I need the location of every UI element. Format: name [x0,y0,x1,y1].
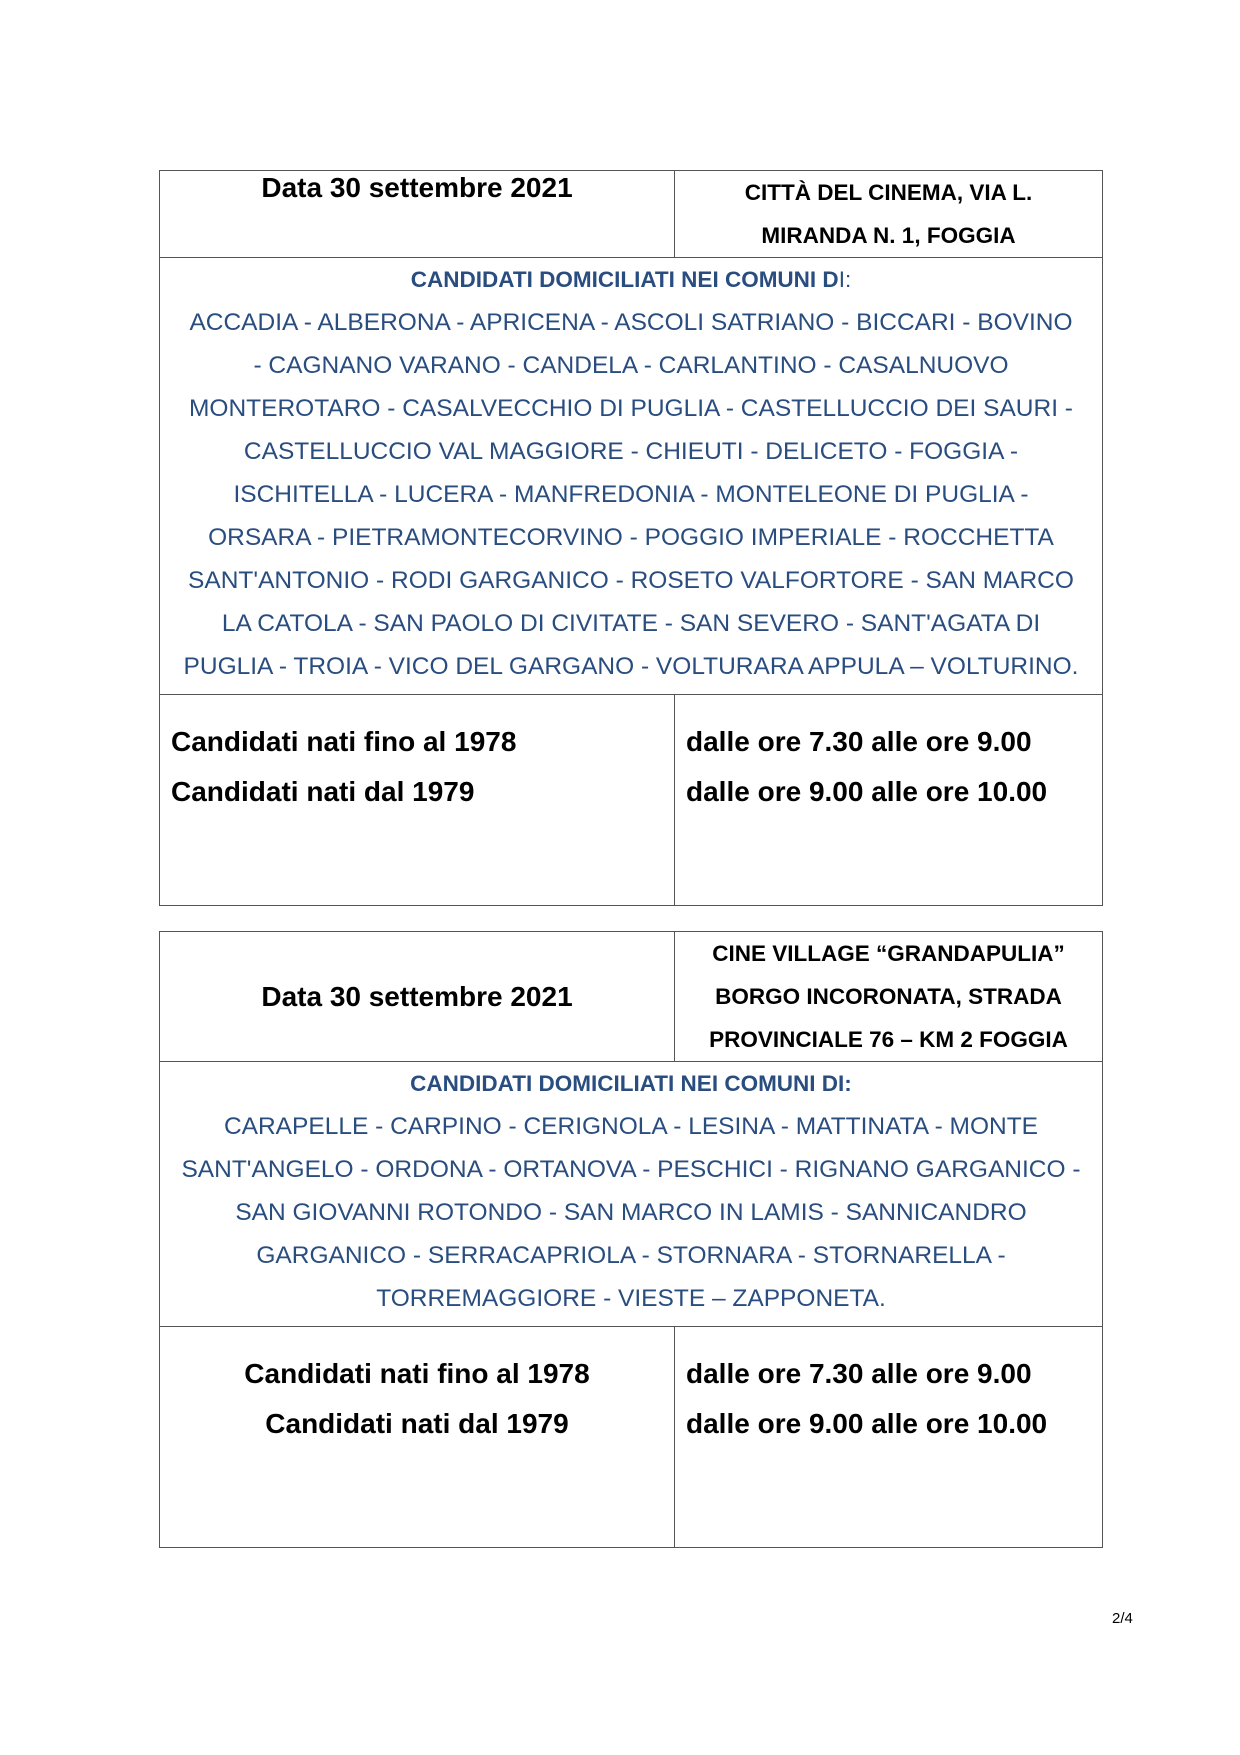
comuni-line: PUGLIA - TROIA - VICO DEL GARGANO - VOLTURARA APPULA – VOLTURINO. [183,653,1079,680]
venue-cell [675,932,1103,1062]
comuni-cell [160,1062,1103,1327]
comuni-line: - CAGNANO VARANO - CANDELA - CARLANTINO - CASALNUOVO [253,352,1009,379]
times-row [160,1327,1103,1548]
venue-line: CITTÀ DEL CINEMA, VIA L. [744,180,1033,205]
comuni-line: ORSARA - PIETRAMONTECORVINO - POGGIO IMPERIALE - ROCCHETTA [208,524,1054,551]
header-row [160,932,1103,1062]
candidate-group: Candidati nati dal 1979 [171,776,475,807]
schedule-table-2 [159,931,1103,1548]
comuni-line: LA CATOLA - SAN PAOLO DI CIVITATE - SAN SEVERO - SANT'AGATA DI [221,610,1041,637]
venue-line: PROVINCIALE 76 – KM 2 FOGGIA [709,1027,1068,1052]
comuni-line: MONTEROTARO - CASALVECCHIO DI PUGLIA - CASTELLUCCIO DEI SAURI - [189,395,1073,422]
candidate-groups-cell [160,695,675,906]
page-number: 2/4 [1112,1610,1133,1627]
comuni-line: ACCADIA - ALBERONA - APRICENA - ASCOLI SATRIANO - BICCARI - BOVINO [189,309,1073,336]
header-row [160,171,1103,258]
comuni-line: SANT'ANGELO - ORDONA - ORTANOVA - PESCHICI - RIGNANO GARGANICO - [181,1156,1081,1183]
comuni-line: ISCHITELLA - LUCERA - MANFREDONIA - MONTELEONE DI PUGLIA - [233,481,1029,508]
time-slot: dalle ore 9.00 alle ore 10.00 [686,1408,1048,1439]
venue-cell [675,171,1103,258]
candidate-group: Candidati nati fino al 1978 [244,1358,590,1389]
schedule-table-1 [159,170,1103,906]
comuni-line: SAN GIOVANNI ROTONDO - SAN MARCO IN LAMIS - SANNICANDRO [235,1199,1027,1226]
comuni-row [160,258,1103,695]
comuni-cell [160,258,1103,695]
comuni-line: CARAPELLE - CARPINO - CERIGNOLA - LESINA - MATTINATA - MONTE [223,1113,1039,1140]
comuni-heading-text: CANDIDATI DOMICILIATI NEI COMUNI D [410,267,839,292]
comuni-row [160,1062,1103,1327]
exam-date: Data 30 settembre 2021 [261,980,573,1012]
exam-date: Data 30 settembre 2021 [261,172,573,203]
comuni-line: CASTELLUCCIO VAL MAGGIORE - CHIEUTI - DELICETO - FOGGIA - [243,438,1019,465]
time-slots-cell [675,1327,1103,1548]
candidate-group: Candidati nati dal 1979 [265,1408,569,1439]
time-slot: dalle ore 9.00 alle ore 10.00 [686,776,1048,807]
time-slots-cell [675,695,1103,906]
candidate-groups-cell [160,1327,675,1548]
date-cell [160,171,675,258]
time-slot: dalle ore 7.30 alle ore 9.00 [686,726,1032,757]
comuni-line: TORREMAGGIORE - VIESTE – ZAPPONETA. [376,1285,886,1312]
comuni-heading [168,258,1094,301]
comuni-heading-end: I: [838,267,852,292]
comuni-heading: CANDIDATI DOMICILIATI NEI COMUNI DI: [410,1071,852,1096]
candidate-group: Candidati nati fino al 1978 [171,726,517,757]
time-slot: dalle ore 7.30 alle ore 9.00 [686,1358,1032,1389]
comuni-line: GARGANICO - SERRACAPRIOLA - STORNARA - STORNARELLA - [256,1242,1006,1269]
venue-line: BORGO INCORONATA, STRADA [715,984,1062,1009]
times-row [160,695,1103,906]
date-cell [160,932,675,1062]
venue-line: MIRANDA N. 1, FOGGIA [761,223,1016,248]
comuni-line: SANT'ANTONIO - RODI GARGANICO - ROSETO VALFORTORE - SAN MARCO [188,567,1074,594]
venue-line: CINE VILLAGE “GRANDAPULIA” [712,941,1065,966]
